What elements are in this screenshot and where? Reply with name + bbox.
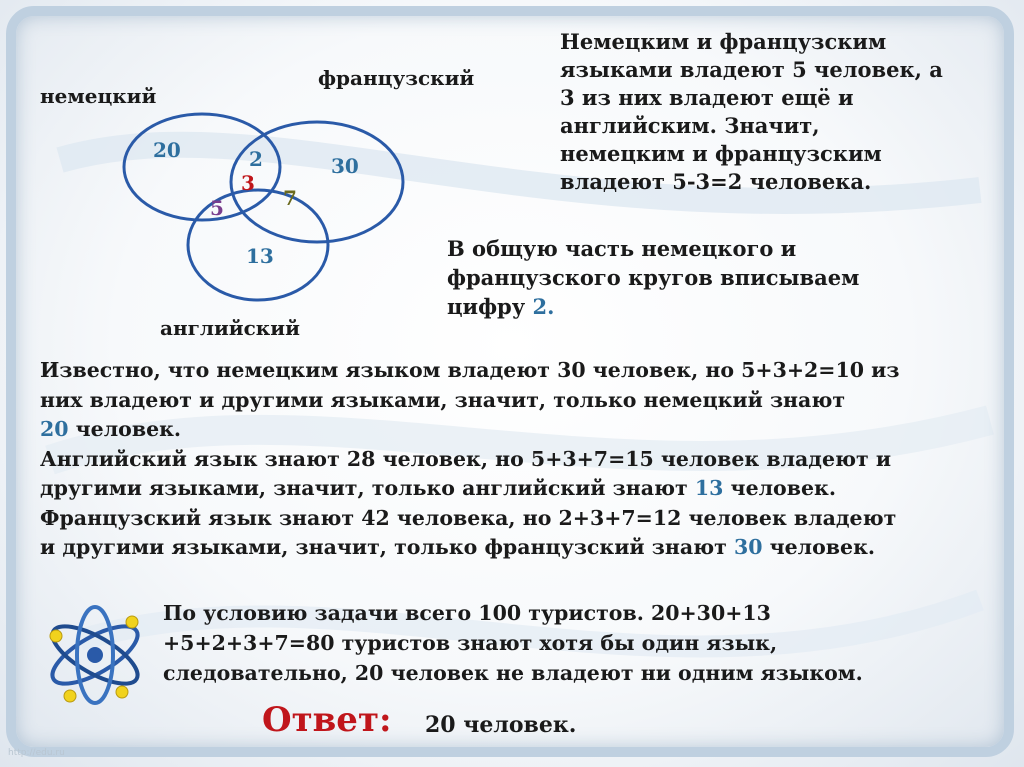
paragraph-line: Французский язык знают 42 человека, но 2+3+7=12 человек владеют: [40, 505, 897, 530]
paragraph-line: Английский язык знают 28 человек, но 5+3+7=15 человек владеют и: [40, 446, 892, 471]
explanation-2-line: французского кругов вписываем: [447, 265, 860, 290]
conclusion-line: +5+2+3+7=80 туристов знают хотя бы один язык,: [163, 631, 778, 655]
venn-diagram: [115, 105, 415, 305]
highlight-value: 13: [694, 476, 724, 500]
highlight-value: 30: [733, 535, 763, 559]
paragraph-line: них владеют и другими языками, значит, только немецкий знают: [40, 387, 846, 412]
venn-region-german-english: 5: [210, 196, 224, 220]
explanation-1: [560, 28, 943, 196]
venn-label-english: английский: [160, 316, 300, 340]
explanation-1-line: владеют 5-3=2 человека.: [560, 169, 872, 194]
paragraph-line: другими языками, значит, только английский знают 13 человек.: [40, 476, 836, 500]
paragraph-line: и другими языками, значит, только французский знают 30 человек.: [40, 535, 876, 559]
watermark: http://edu.ru: [8, 748, 65, 758]
answer-label: Ответ:: [262, 700, 392, 740]
venn-region-french-english: 7: [283, 186, 297, 210]
explanation-1-line: 3 из них владеют ещё и: [560, 85, 854, 110]
explanation-2: [447, 234, 859, 321]
venn-region-all: 3: [241, 171, 255, 195]
explanation-1-line: немецким и французским: [560, 141, 882, 166]
venn-label-french: французский: [318, 66, 475, 90]
conclusion-line: По условию задачи всего 100 туристов. 20+30+13: [163, 601, 771, 625]
venn-region-french-only: 30: [331, 154, 359, 178]
atom-icon: [40, 600, 150, 710]
venn-region-english-only: 13: [246, 244, 274, 268]
circle-french: [231, 122, 403, 242]
paragraph-line: 20 человек.: [40, 417, 182, 441]
explanation-1-line: Немецким и французским: [560, 29, 887, 54]
venn-label-german: немецкий: [40, 84, 157, 108]
highlight-value: 2.: [532, 294, 555, 319]
venn-region-german-french: 2: [249, 147, 263, 171]
explanation-1-line: английским. Значит,: [560, 113, 820, 138]
paragraph-line: Известно, что немецким языком владеют 30 человек, но 5+3+2=10 из: [40, 358, 900, 382]
venn-region-german-only: 20: [153, 138, 181, 162]
main-paragraph: [40, 356, 899, 563]
explanation-1-line: языками владеют 5 человек, а: [560, 57, 943, 82]
highlight-value: 20: [40, 417, 69, 441]
conclusion: [163, 598, 863, 688]
explanation-2-line: цифру 2.: [447, 294, 555, 319]
answer-value: 20 человек.: [425, 712, 577, 738]
explanation-2-line: В общую часть немецкого и: [447, 236, 797, 261]
conclusion-line: следовательно, 20 человек не владеют ни одним языком.: [163, 661, 863, 685]
